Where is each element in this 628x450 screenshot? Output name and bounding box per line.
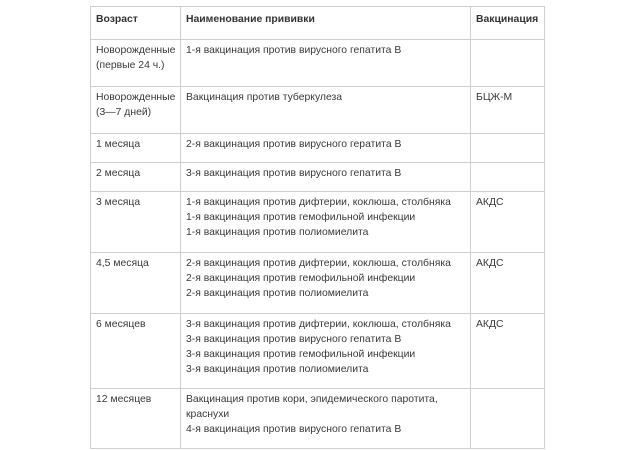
vaccine-cell: АКДС	[471, 192, 545, 253]
vaccination-line: 1-я вакцинация против гемофильной инфекции	[186, 212, 416, 223]
table-row	[91, 389, 545, 449]
age-line: 12 месяцев	[96, 394, 152, 405]
vaccination-line: 3-я вакцинация против гемофильной инфекции	[186, 349, 416, 360]
column-header-vaccination-name: Наименование прививки	[181, 7, 471, 40]
table-header-row	[91, 7, 545, 40]
table-row	[91, 253, 545, 314]
vaccine-cell: БЦЖ-М	[471, 87, 545, 134]
age-line: 6 месяцев	[96, 319, 146, 330]
age-line: (3—7 дней)	[96, 107, 152, 118]
vaccination-name-cell	[181, 163, 471, 192]
vaccine-cell	[471, 40, 545, 87]
table-row	[91, 134, 545, 163]
age-cell	[91, 192, 181, 253]
table-row	[91, 192, 545, 253]
age-cell	[91, 253, 181, 314]
age-cell	[91, 314, 181, 389]
table-row	[91, 163, 545, 192]
vaccine-cell	[471, 134, 545, 163]
vaccination-name-cell	[181, 192, 471, 253]
vaccination-line: 3-я вакцинация против дифтерии, коклюша, столбняка	[186, 319, 451, 330]
vaccination-line: 4-я вакцинация против вирусного гепатита В	[186, 424, 402, 435]
age-cell	[91, 163, 181, 192]
table-body	[91, 40, 545, 449]
age-cell	[91, 134, 181, 163]
vaccination-line: Вакцинация против кори, эпидемического паротита,	[186, 394, 438, 405]
column-header-age: Возраст	[91, 7, 181, 40]
vaccine-cell	[471, 389, 545, 449]
table-row	[91, 87, 545, 134]
table-row	[91, 314, 545, 389]
vaccination-name-cell	[181, 134, 471, 163]
vaccination-name-cell	[181, 389, 471, 449]
vaccination-schedule-table	[90, 6, 545, 449]
vaccine-cell	[471, 163, 545, 192]
vaccination-line: 2-я вакцинация против полиомиелита	[186, 288, 369, 299]
vaccination-line: 1-я вакцинация против полиомиелита	[186, 227, 369, 238]
vaccination-line: краснухи	[186, 409, 230, 420]
table-header	[91, 7, 545, 40]
table-row	[91, 40, 545, 87]
age-line: 1 месяца	[96, 139, 141, 150]
vaccination-name-cell	[181, 40, 471, 87]
vaccination-name-cell	[181, 253, 471, 314]
vaccination-line: 1-я вакцинация против вирусного гепатита В	[186, 45, 402, 56]
age-line: Новорожденные	[96, 45, 176, 56]
vaccination-line: 1-я вакцинация против дифтерии, коклюша, столбняка	[186, 197, 451, 208]
age-line: 2 месяца	[96, 168, 141, 179]
age-cell	[91, 40, 181, 87]
age-cell	[91, 87, 181, 134]
vaccination-line: 2-я вакцинация против дифтерии, коклюша, столбняка	[186, 258, 451, 269]
vaccination-line: 2-я вакцинация против вирусного гератита В	[186, 139, 402, 150]
vaccination-name-cell	[181, 87, 471, 134]
age-line: 4,5 месяца	[96, 258, 149, 269]
column-header-vaccine: Вакцинация	[471, 7, 545, 40]
vaccination-line: 3-я вакцинация против вирусного гепатита В	[186, 334, 402, 345]
age-line: (первые 24 ч.)	[96, 60, 165, 71]
vaccination-line: 2-я вакцинация против гемофильной инфекции	[186, 273, 416, 284]
vaccine-cell: АКДС	[471, 253, 545, 314]
age-cell	[91, 389, 181, 449]
vaccination-line: 3-я вакцинация против вирусного гепатита В	[186, 168, 402, 179]
vaccination-line: 3-я вакцинация против полиомиелита	[186, 364, 369, 375]
age-line: 3 месяца	[96, 197, 141, 208]
vaccine-cell: АКДС	[471, 314, 545, 389]
vaccination-name-cell	[181, 314, 471, 389]
age-line: Новорожденные	[96, 92, 176, 103]
vaccination-line: Вакцинация против туберкулеза	[186, 92, 343, 103]
